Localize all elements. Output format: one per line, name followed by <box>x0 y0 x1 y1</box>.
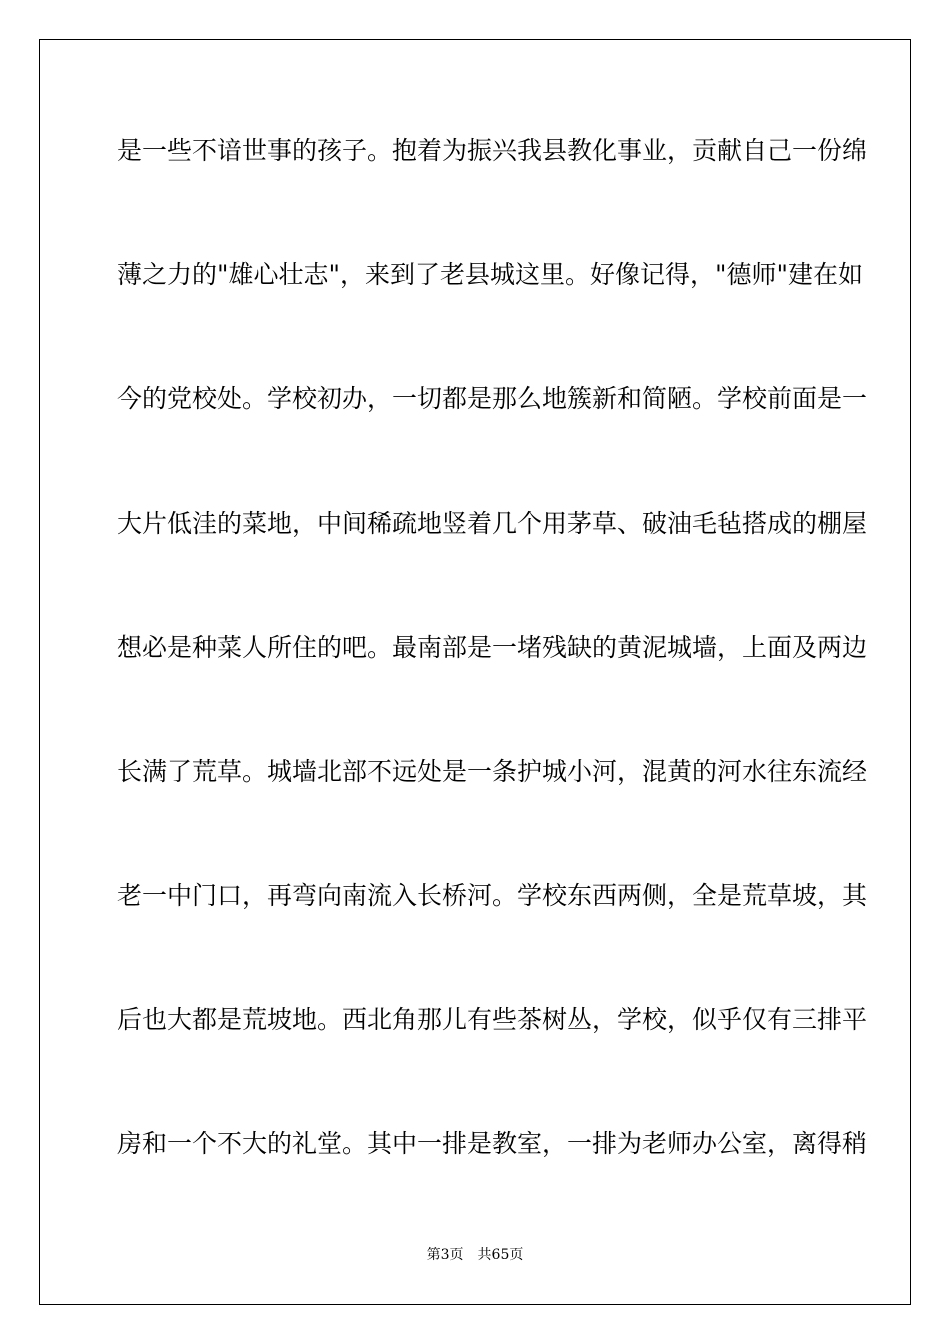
page-number-footer: 第3页 共65页 <box>426 1247 524 1263</box>
text-line: 长满了荒草。城墙北部不远处是一条护城小河，混黄的河水往东流经 <box>117 757 868 786</box>
text-line: 房和一个不大的礼堂。其中一排是教室，一排为老师办公室，离得稍 <box>117 1129 868 1158</box>
text-line: 后也大都是荒坡地。西北角那儿有些茶树丛，学校，似乎仅有三排平 <box>117 1005 868 1034</box>
document-body <box>117 0 868 1260</box>
text-line: 大片低洼的菜地，中间稀疏地竖着几个用茅草、破油毛毡搭成的棚屋 <box>117 509 868 538</box>
text-line: 想必是种菜人所住的吧。最南部是一堵残缺的黄泥城墙，上面及两边 <box>117 633 868 662</box>
text-line: 薄之力的"雄心壮志"，来到了老县城这里。好像记得，"德师"建在如 <box>117 260 863 289</box>
text-line: 老一中门口，再弯向南流入长桥河。学校东西两侧，全是荒草坡，其 <box>117 881 868 910</box>
text-line: 是一些不谙世事的孩子。抱着为振兴我县教化事业，贡献自己一份绵 <box>117 136 868 165</box>
text-line: 今的党校处。学校初办，一切都是那么地簇新和简陋。学校前面是一 <box>117 384 868 413</box>
